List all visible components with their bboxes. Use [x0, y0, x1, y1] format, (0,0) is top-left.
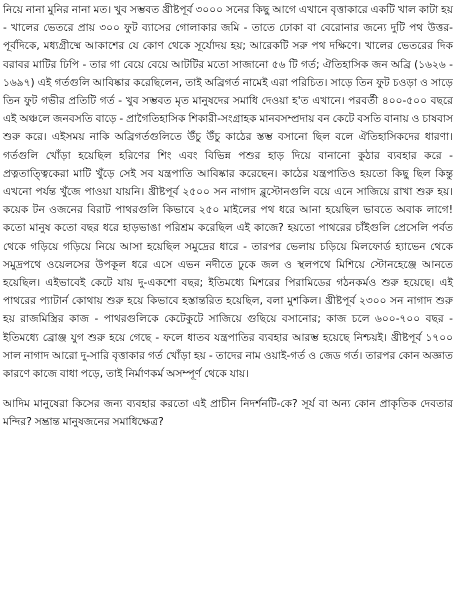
body-paragraph-1: নিয়ে নানা মুনির নানা মত। খুব সম্ভবত খ্রীষ্টপূর্ব ৩০০০ সনের কিছু আগে এখানে বৃত্তাকারে একটি খাল কাটা হয় - খালের ভেতরে প্রায় ৩০০ ফুট ব্যাসের গোলাকার জমি - তাতে ঢোকা বা বেরোনার জন্যে দুটি পথ উত্তর-পূর্বদিকে, মধ্যগ্রীষ্মে আকাশের যে কোণ থেকে সূর্যোদয় হয়; আরেকটি সরু পথ দক্ষিণে। খালের ভেতরের দিক বরাবর মাটির ঢিপি - তার গা বেয়ে বেয়ে আটটির মতো সাজানো ৫৬ টি গর্ত; ঐতিহাসিক জন অব্রি (১৬২৬ - ১৬৯৭) এই গর্তগুলি আবিষ্কার করেছিলেন, তাই অব্রিগর্ত নামেই এরা পরিচিত। সাড়ে তিন ফুট চওড়া ও সাড়ে তিন ফুট গভীর প্রতিটি গর্ত - খুব সম্ভবত মৃত মানুষদের সমাধি দেওয়া হ'ত এখানে। পরবর্তী ৪০০-৫০০ বছরে এই অঞ্চলে জনবসতি বাড়ে - প্রাগৈতিহাসিক শিকারী-সংগ্রাহক মানবসম্প্রদায় বন কেটে বসতি বানায় ও চাষবাস শুরু করে। এইসময় নাকি অব্রিগর্তগুলিতে উঁচু উঁচু কাঠের স্তম্ভ বসানো ছিল বলে ঐতিহাসিকদের ধারণা। গর্তগুলি খোঁড়া হয়েছিল হরিণের শিং এবং বিভিন্ন পশুর হাড় দিয়ে বানানো কুঠার ব্যবহার করে - প্রত্নতাত্ত্বিকেরা মাটি খুঁড়ে সেই সব যন্ত্রপাতি আবিষ্কার করেছেন। কাঠের যন্ত্রপাতিও হয়তো কিছু ছিল কিন্তু এখনো পর্যন্ত খুঁজে পাওয়া যায়নি। খ্রীষ্টপূর্ব ২৫০০ সন নাগাদ ব্লুস্টোনগুলি বয়ে এনে সাজিয়ে রাখা শুরু হয়। কয়েক টন ওজনের বিরাট পাথরগুলি কিভাবে ২৫০ মাইলের পথ ধরে আনা হয়েছিল ভাবতে অবাক লাগে! কতো মানুষ কতো বছর ধরে হাড়ভাঙা পরিশ্রম করেছিল এই কাজে? হয়তো পাথরের চাঁইগুলি প্রেসেলি পর্বত থেকে গড়িয়ে গড়িয়ে নিয়ে আসা হয়েছিল সমুদ্রের ধারে - তারপর ভেলায় চড়িয়ে মিলফোর্ড হ্যাভেন থেকে সমুদ্রপথে ওয়েলসের উপকূল ধরে এসে এভন নদীতে ঢুকে জল ও স্থলপথে মিশিয়ে স্টোনহেঞ্জে আনতে হয়েছিল। এইভাবেই কেটে যায় দু-একশো বছর; ইতিমধ্যে মিশরের পিরামিডের গঠনকর্মও শুরু হয়েছে। এই পাথরের প্যাটার্ন কোথায় শুরু হয়ে কিভাবে হস্তান্তরিত হয়েছিল, বলা মুশকিল। খ্রীষ্টপূর্ব ২৩০০ সন নাগাদ শুরু হয় রাজমিস্ত্রির কাজ - পাথরগুলিকে কেটেকুটে সাজিয়ে গুছিয়ে বসানোর; কাজ চলে ৬০০-৭০০ বছর - ইতিমধ্যে ব্রোঞ্জ যুগ শুরু হয়ে গেছে - ফলে ধাতব যন্ত্রপাতির ব্যবহার আরম্ভ হয়েছে নিশ্চয়ই। খ্রীষ্টপূর্ব ১৭০০ সাল নাগাদ আরো দু-সারি বৃত্তাকার গর্ত খোঁড়া হয় - তাদের নাম ওয়াই-গর্ত ও জেড গর্ত। তারপর কোন অজ্ঞাত কারণে কাজে বাধা পড়ে, তাই নির্মাণকর্ম অসম্পূর্ণ থেকে যায়। [3, 4, 453, 381]
body-paragraph-2: আদিম মানুষেরা কিসের জন্য ব্যবহার করতো এই প্রাচীন নিদর্শনটি-কে? সূর্য বা অন্য কোন প্রাকৃতিক দেবতার মন্দির? সম্ভ্রান্ত মানুষজনের সমাধিক্ষেত্র? [3, 398, 453, 429]
